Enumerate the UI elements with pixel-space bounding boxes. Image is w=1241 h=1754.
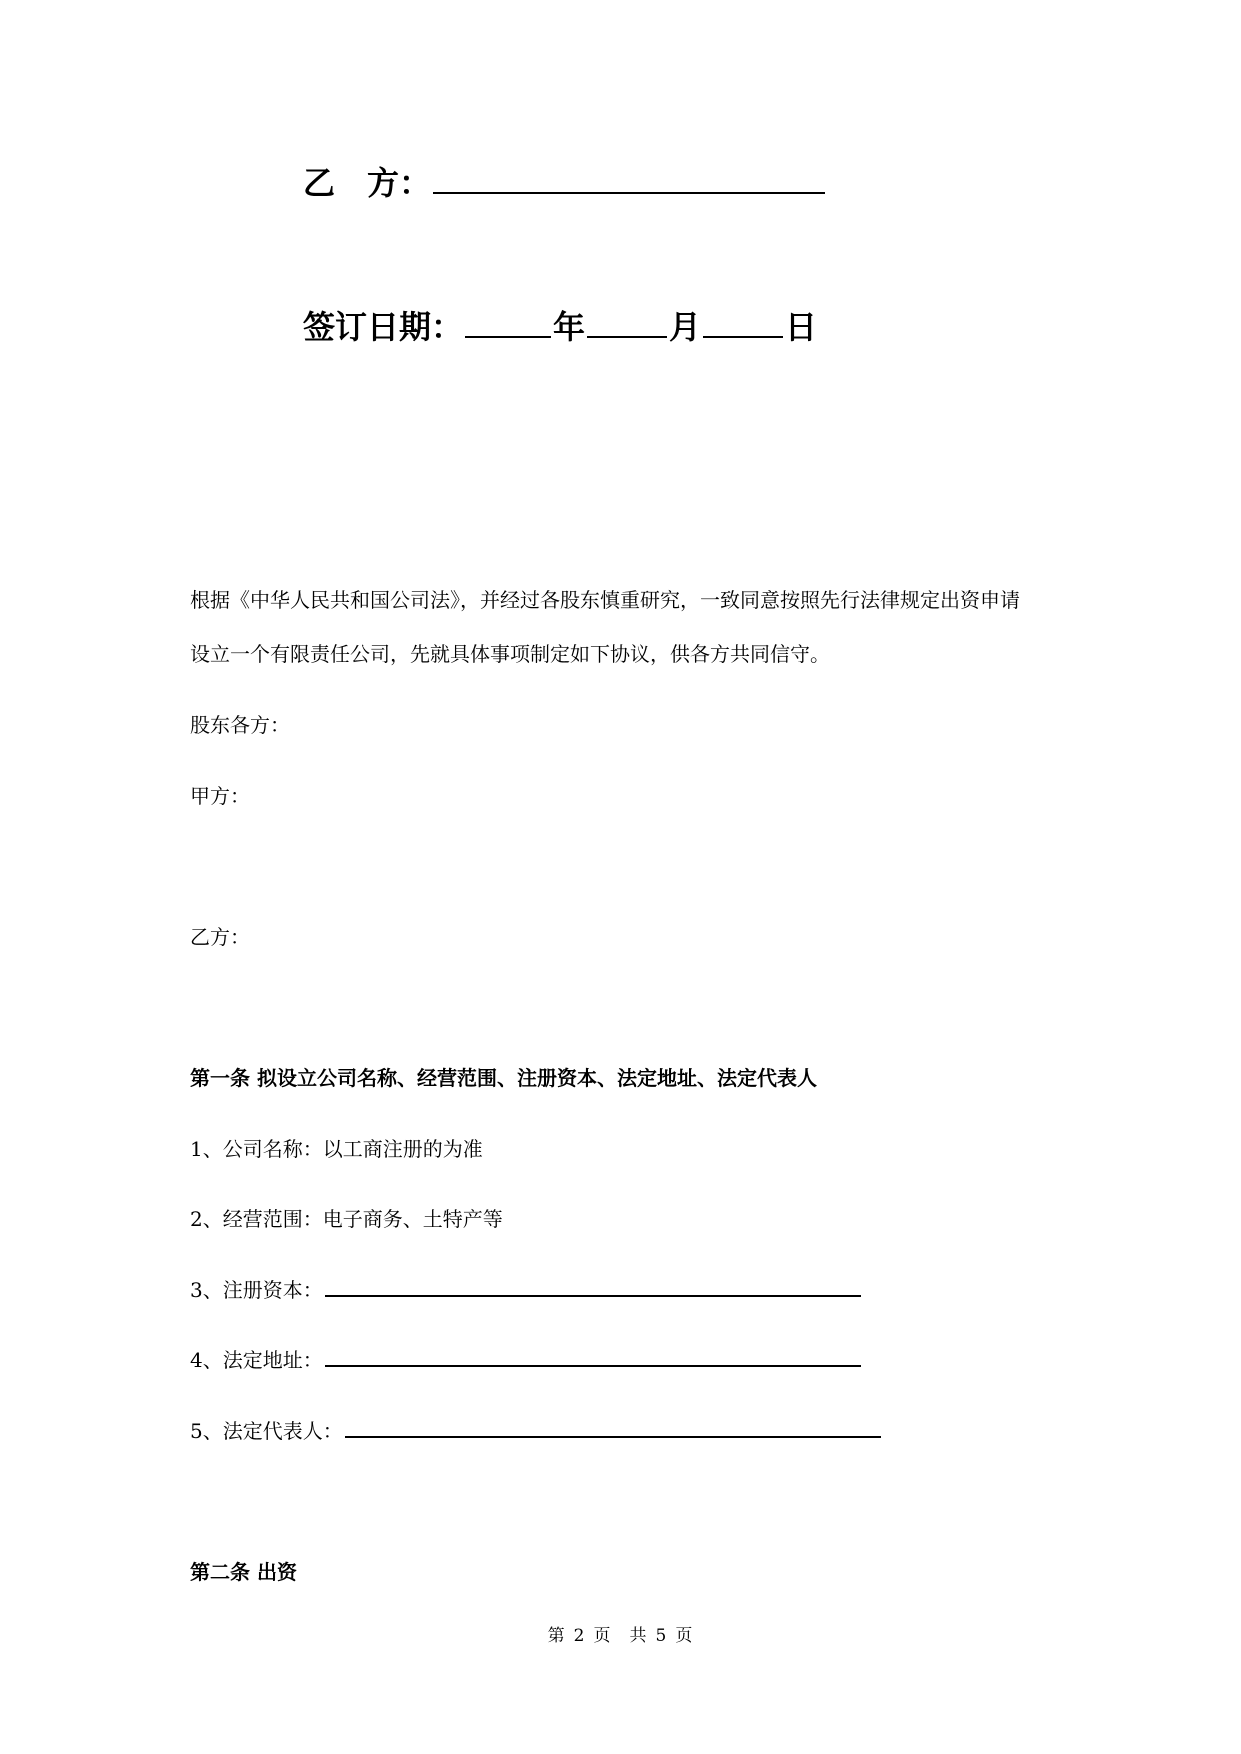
party-b-label: 乙方：: [190, 925, 250, 949]
footer-page: 2: [573, 1626, 586, 1646]
article-1-item-5-line: [190, 1415, 883, 1444]
day-blank: [703, 335, 783, 338]
registered-capital-label: 3、注册资本：: [190, 1278, 323, 1302]
legal-representative-blank: [345, 1435, 881, 1438]
party-b-signature-label: 乙 方：: [303, 164, 432, 202]
footer-prefix: 第: [547, 1626, 566, 1646]
article-1-title: 第一条 拟设立公司名称、经营范围、注册资本、法定地址、法定代表人: [190, 1066, 817, 1090]
registered-capital-blank: [325, 1294, 861, 1297]
year-unit: 年: [553, 308, 586, 346]
month-unit: 月: [669, 308, 702, 346]
legal-address-label: 4、法定地址：: [190, 1348, 323, 1372]
day-unit: 日: [785, 308, 818, 346]
article-1-item-4-line: [190, 1344, 863, 1373]
page-number-footer: [0, 1621, 1241, 1646]
footer-total: 5: [655, 1626, 668, 1646]
article-1-item-1: 1、公司名称：以工商注册的为准: [190, 1137, 483, 1161]
signing-date-line: [303, 302, 817, 348]
article-1-item-3-line: [190, 1274, 863, 1303]
month-blank: [587, 335, 667, 338]
party-a-label: 甲方：: [190, 784, 250, 808]
intro-line-2: 设立一个有限责任公司，先就具体事项制定如下协议，供各方共同信守。: [190, 642, 830, 666]
legal-address-blank: [325, 1364, 861, 1367]
footer-suffix: 页: [675, 1626, 694, 1646]
signing-date-label: 签订日期：: [303, 308, 464, 346]
party-b-signature-blank: [433, 191, 825, 194]
year-blank: [465, 335, 551, 338]
legal-representative-label: 5、法定代表人：: [190, 1419, 343, 1443]
intro-line-1: 根据《中华人民共和国公司法》，并经过各股东慎重研究，一致同意按照先行法律规定出资申请: [190, 588, 1020, 612]
article-1-item-2: 2、经营范围：电子商务、土特产等: [190, 1207, 503, 1231]
footer-middle: 页 共: [593, 1626, 648, 1646]
article-2-title: 第二条 出资: [190, 1560, 297, 1584]
party-b-signature-line: [303, 158, 827, 204]
shareholders-heading: 股东各方：: [190, 713, 290, 737]
